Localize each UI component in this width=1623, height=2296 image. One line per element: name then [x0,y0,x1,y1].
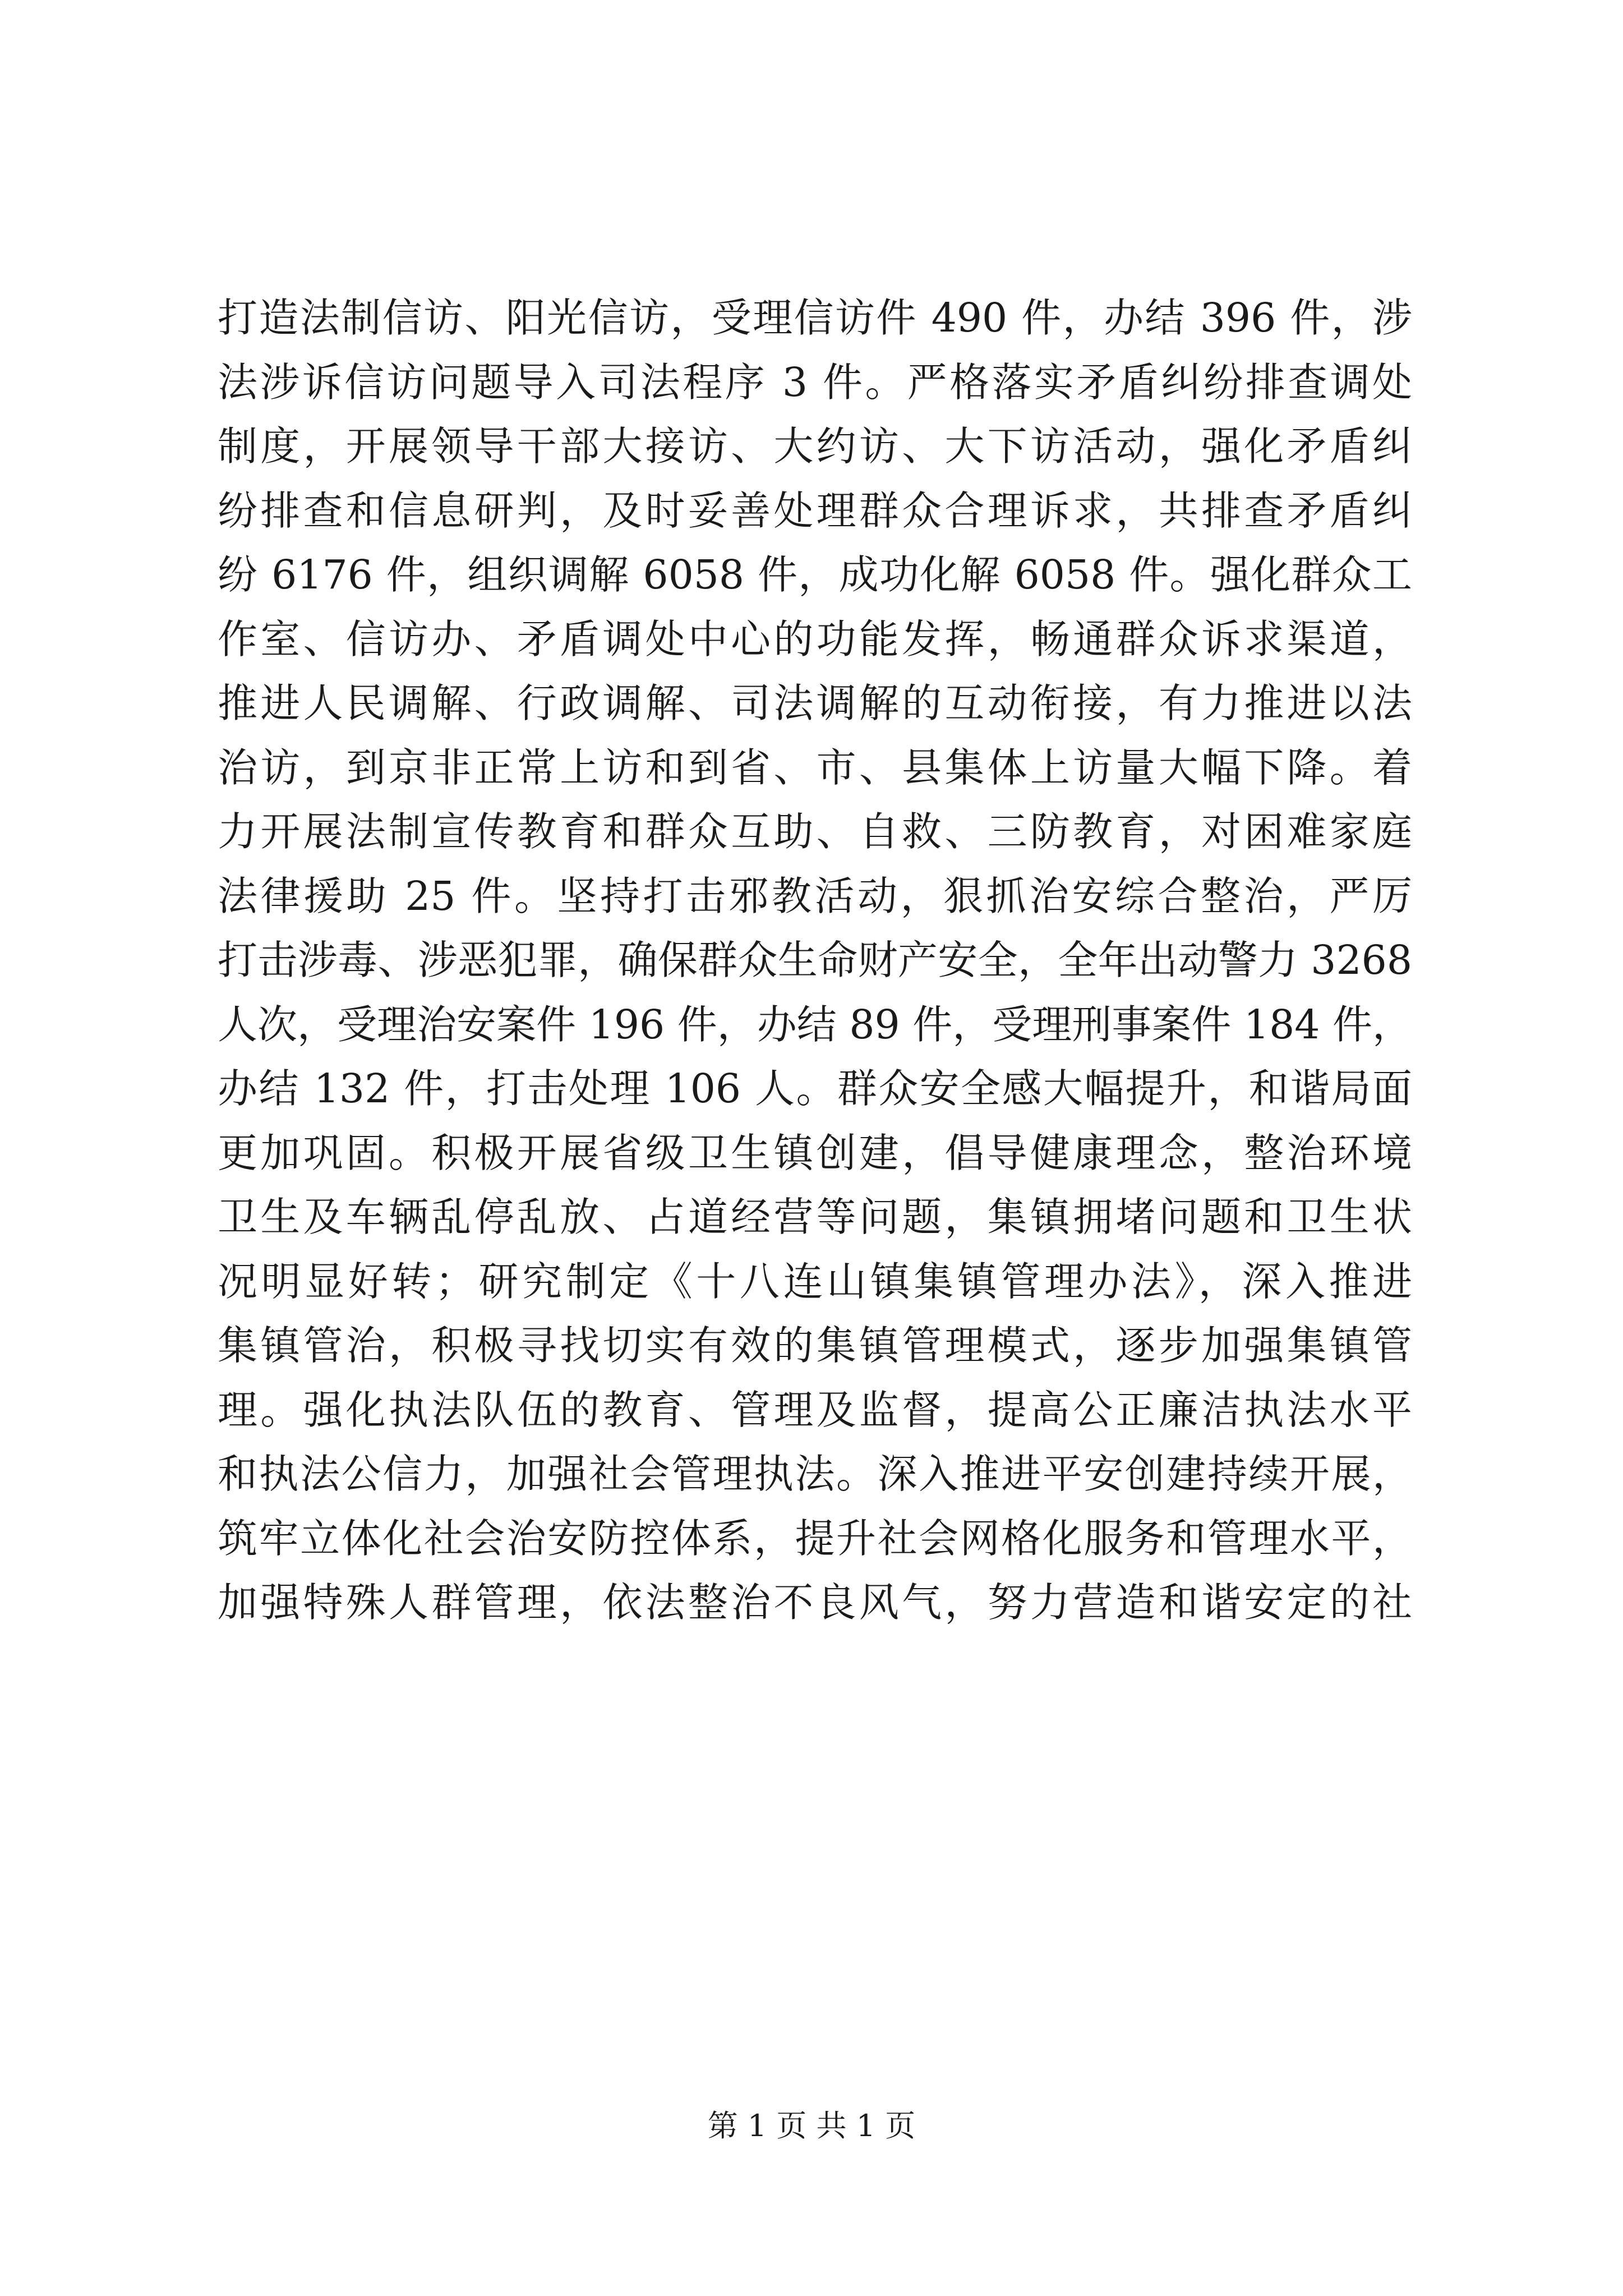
body-paragraph [218,286,1412,1635]
text-line: 纷排查和信息研判，及时妥善处理群众合理诉求，共排查矛盾纠 [218,487,1412,534]
text-line: 力开展法制宣传教育和群众互助、自救、三防教育，对困难家庭 [218,808,1412,855]
text-line: 理。强化执法队伍的教育、管理及监督，提高公正廉洁执法水平 [218,1386,1412,1433]
text-line: 治访，到京非正常上访和到省、市、县集体上访量大幅下降。着 [218,744,1412,791]
text-line: 卫生及车辆乱停乱放、占道经营等问题，集镇拥堵问题和卫生状 [218,1194,1412,1240]
text-line: 人次，受理治安案件 196 件，办结 89 件，受理刑事案件 184 件， [218,1001,1412,1048]
text-line: 筑牢立体化社会治安防控体系，提升社会网格化服务和管理水平， [218,1515,1412,1562]
text-line: 制度，开展领导干部大接访、大约访、大下访活动，强化矛盾纠 [218,423,1412,470]
text-line: 办结 132 件，打击处理 106 人。群众安全感大幅提升，和谐局面 [218,1065,1412,1112]
text-line: 作室、信访办、矛盾调处中心的功能发挥，畅通群众诉求渠道， [218,615,1412,662]
page-footer [0,2106,1623,2146]
text-line: 集镇管治，积极寻找切实有效的集镇管理模式，逐步加强集镇管 [218,1322,1412,1369]
text-line: 和执法公信力，加强社会管理执法。深入推进平安创建持续开展， [218,1451,1412,1497]
text-line: 打击涉毒、涉恶犯罪，确保群众生命财产安全，全年出动警力 3268 [218,937,1412,983]
text-line: 法涉诉信访问题导入司法程序 3 件。严格落实矛盾纠纷排查调处 [218,358,1412,406]
text-line: 推进人民调解、行政调解、司法调解的互动衔接，有力推进以法 [218,680,1412,726]
text-line: 纷 6176 件，组织调解 6058 件，成功化解 6058 件。强化群众工 [218,551,1412,598]
text-line: 法律援助 25 件。坚持打击邪教活动，狠抓治安综合整治，严厉 [218,872,1412,919]
text-line: 加强特殊人群管理，依法整治不良风气，努力营造和谐安定的社 [218,1579,1412,1626]
text-line: 况明显好转；研究制定《十八连山镇集镇管理办法》，深入推进 [218,1258,1412,1305]
text-line: 打造法制信访、阳光信访，受理信访件 490 件，办结 396 件，涉 [218,295,1412,341]
text-line: 更加巩固。积极开展省级卫生镇创建，倡导健康理念，整治环境 [218,1129,1412,1176]
page-number-label: 第 1 页 共 1 页 [707,2108,916,2143]
